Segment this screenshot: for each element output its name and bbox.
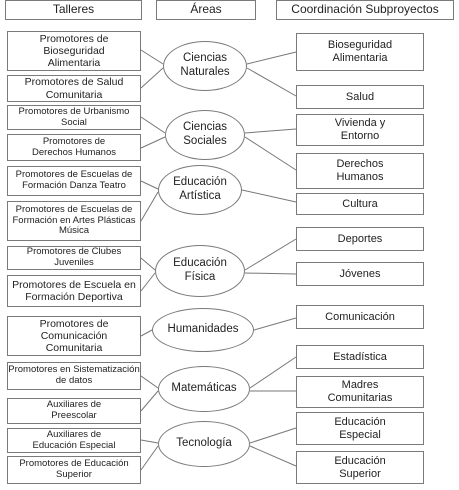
taller-salud-comunitaria: Promotores de Salud Comunitaria bbox=[7, 75, 141, 102]
area-educacion-artistica: Educación Artística bbox=[158, 165, 242, 215]
sub-educacion-especial: Educación Especial bbox=[296, 412, 424, 445]
taller-danza-teatro: Promotores de Escuelas de Formación Danza Teatro bbox=[7, 166, 141, 196]
sub-salud: Salud bbox=[296, 85, 424, 109]
taller-bioseguridad: Promotores de Bioseguridad Alimentaria bbox=[7, 31, 141, 71]
taller-formacion-deportiva: Promotores de Escuela en Formación Deportiva bbox=[7, 275, 141, 307]
sub-vivienda: Vivienda y Entorno bbox=[296, 114, 424, 146]
sub-madres-comunitarias: Madres Comunitarias bbox=[296, 376, 424, 408]
taller-educacion-especial: Auxiliares de Educación Especial bbox=[7, 428, 141, 453]
taller-clubes-juveniles: Promotores de Clubes Juveniles bbox=[7, 246, 141, 270]
area-ciencias-naturales: Ciencias Naturales bbox=[163, 41, 247, 91]
sub-comunicacion: Comunicación bbox=[296, 305, 424, 329]
taller-comunicacion-comunitaria: Promotores de Comunicación Comunitaria bbox=[7, 316, 141, 356]
area-humanidades: Humanidades bbox=[152, 308, 254, 352]
taller-educacion-superior: Promotores de Educación Superior bbox=[7, 456, 141, 484]
taller-preescolar: Auxiliares de Preescolar bbox=[7, 398, 141, 424]
area-educacion-fisica: Educación Física bbox=[155, 245, 245, 297]
sub-cultura: Cultura bbox=[296, 193, 424, 215]
taller-artes-plasticas: Promotores de Escuelas de Formación en Artes Plásticas Música bbox=[7, 201, 141, 241]
taller-sistematizacion: Promotores en Sistematización de datos bbox=[7, 362, 141, 390]
sub-derechos-humanos: Derechos Humanos bbox=[296, 153, 424, 189]
sub-bioseguridad: Bioseguridad Alimentaria bbox=[296, 33, 424, 71]
sub-jovenes: Jóvenes bbox=[296, 262, 424, 286]
sub-deportes: Deportes bbox=[296, 227, 424, 251]
sub-educacion-superior: Educación Superior bbox=[296, 451, 424, 484]
area-ciencias-sociales: Ciencias Sociales bbox=[165, 110, 245, 160]
sub-estadistica: Estadística bbox=[296, 345, 424, 369]
taller-derechos-humanos: Promotores de Derechos Humanos bbox=[7, 134, 141, 161]
taller-urbanismo: Promotores de Urbanismo Social bbox=[7, 105, 141, 130]
area-matematicas: Matemáticas bbox=[158, 366, 250, 412]
header-areas: Áreas bbox=[156, 0, 256, 20]
header-coordinacion: Coordinación Subproyectos bbox=[276, 0, 454, 20]
header-talleres: Talleres bbox=[5, 0, 142, 20]
area-tecnologia: Tecnología bbox=[158, 421, 250, 467]
